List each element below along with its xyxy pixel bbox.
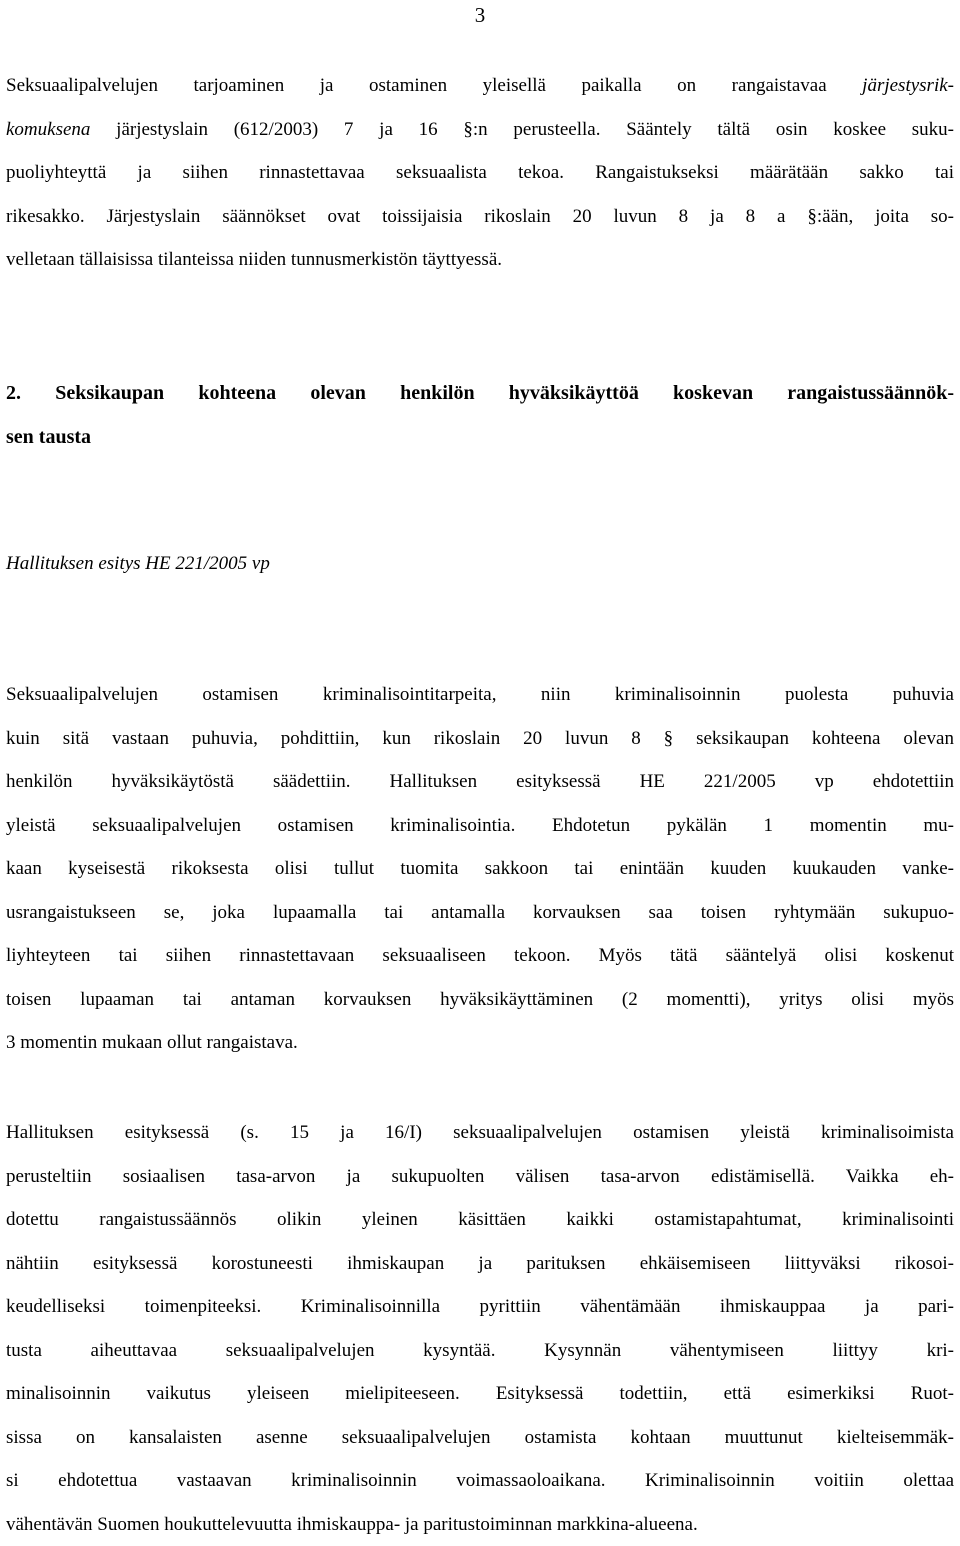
paragraph-line: 3 momentin mukaan ollut rangaistava. <box>6 1021 954 1065</box>
paragraph-line: toisen lupaaman tai antaman korvauksen hyväksikäyttäminen (2 momentti), yritys olisi myös <box>6 978 954 1022</box>
paragraph-line: liyhteyteen tai siihen rinnastettavaan seksuaaliseen tekoon. Myös tätä sääntelyä olisi koskenut <box>6 934 954 978</box>
paragraph-perustelut <box>6 1111 954 1546</box>
page-number: 3 <box>460 2 500 28</box>
paragraph-line: minalisoinnin vaikutus yleiseen mielipiteeseen. Esityksessä todettiin, että esimerkiksi Ruot- <box>6 1372 954 1416</box>
paragraph-line: puoliyhteyttä ja siihen rinnastettavaa seksuaalista tekoa. Rangaistukseksi määrätään sakko tai <box>6 151 954 195</box>
paragraph-line: vähentävän Suomen houkuttelevuutta ihmiskauppa- ja paritustoiminnan markkina-alueena. <box>6 1503 954 1546</box>
italic-term: järjestysrik- <box>862 75 954 96</box>
paragraph-line: usrangaistukseen se, joka lupaamalla tai antamalla korvauksen saa toisen ryhtymään sukupuo- <box>6 891 954 935</box>
heading-line: sen tausta <box>6 416 954 460</box>
paragraph-line: perusteltiin sosiaalisen tasa-arvon ja sukupuolten välisen tasa-arvon edistämisellä. Vaikka eh- <box>6 1155 954 1199</box>
paragraph-he-221-2005 <box>6 673 954 1065</box>
paragraph-text: järjestyslain (612/2003) 7 ja 16 §:n perusteella. Sääntely tältä osin koskee suku- <box>90 119 954 140</box>
italic-term: komuksena <box>6 119 90 140</box>
subheading-text: Hallituksen esitys HE 221/2005 vp <box>6 542 954 586</box>
heading-line: 2. Seksikaupan kohteena olevan henkilön hyväksikäyttöä koskevan rangaistussäännök- <box>6 372 954 416</box>
paragraph-line: si ehdotettua vastaavan kriminalisoinnin voimassaoloaikana. Kriminalisoinnin voitiin olettaa <box>6 1459 954 1503</box>
paragraph-line: nähtiin esityksessä korostuneesti ihmiskaupan ja parituksen ehkäisemiseen liittyväksi rikosoi- <box>6 1242 954 1286</box>
paragraph-line: sissa on kansalaisten asenne seksuaalipalvelujen ostamista kohtaan muuttunut kielteisemmäk- <box>6 1416 954 1460</box>
paragraph-jarjestyslaki <box>6 64 954 282</box>
subheading <box>6 542 954 586</box>
paragraph-line <box>6 64 954 108</box>
paragraph-line: dotettu rangaistussäännös olikin yleinen käsittäen kaikki ostamistapahtumat, kriminalisointi <box>6 1198 954 1242</box>
paragraph-line: henkilön hyväksikäytöstä säädettiin. Hallituksen esityksessä HE 221/2005 vp ehdotettiin <box>6 760 954 804</box>
paragraph-line <box>6 108 954 152</box>
paragraph-line: keudelliseksi toimenpiteeksi. Kriminalisoinnilla pyrittiin vähentämään ihmiskauppaa ja pari- <box>6 1285 954 1329</box>
section-heading <box>6 372 954 459</box>
paragraph-line: velletaan tällaisissa tilanteissa niiden tunnusmerkistön täyttyessä. <box>6 238 954 282</box>
paragraph-text: Seksuaalipalvelujen tarjoaminen ja ostaminen yleisellä paikalla on rangaistavaa <box>6 75 862 96</box>
paragraph-line: kuin sitä vastaan puhuvia, pohdittiin, kun rikoslain 20 luvun 8 § seksikaupan kohteena olevan <box>6 717 954 761</box>
paragraph-line: tusta aiheuttavaa seksuaalipalvelujen kysyntää. Kysynnän vähentymiseen liittyy kri- <box>6 1329 954 1373</box>
paragraph-line: Seksuaalipalvelujen ostamisen kriminalisointitarpeita, niin kriminalisoinnin puolesta puhuvia <box>6 673 954 717</box>
paragraph-line: Hallituksen esityksessä (s. 15 ja 16/I) seksuaalipalvelujen ostamisen yleistä kriminalisoimista <box>6 1111 954 1155</box>
paragraph-line: kaan kyseisestä rikoksesta olisi tullut tuomita sakkoon tai enintään kuuden kuukauden vanke- <box>6 847 954 891</box>
paragraph-line: yleistä seksuaalipalvelujen ostamisen kriminalisointia. Ehdotetun pykälän 1 momentin mu- <box>6 804 954 848</box>
paragraph-line: rikesakko. Järjestyslain säännökset ovat toissijaisia rikoslain 20 luvun 8 ja 8 a §:ään, joita so- <box>6 195 954 239</box>
